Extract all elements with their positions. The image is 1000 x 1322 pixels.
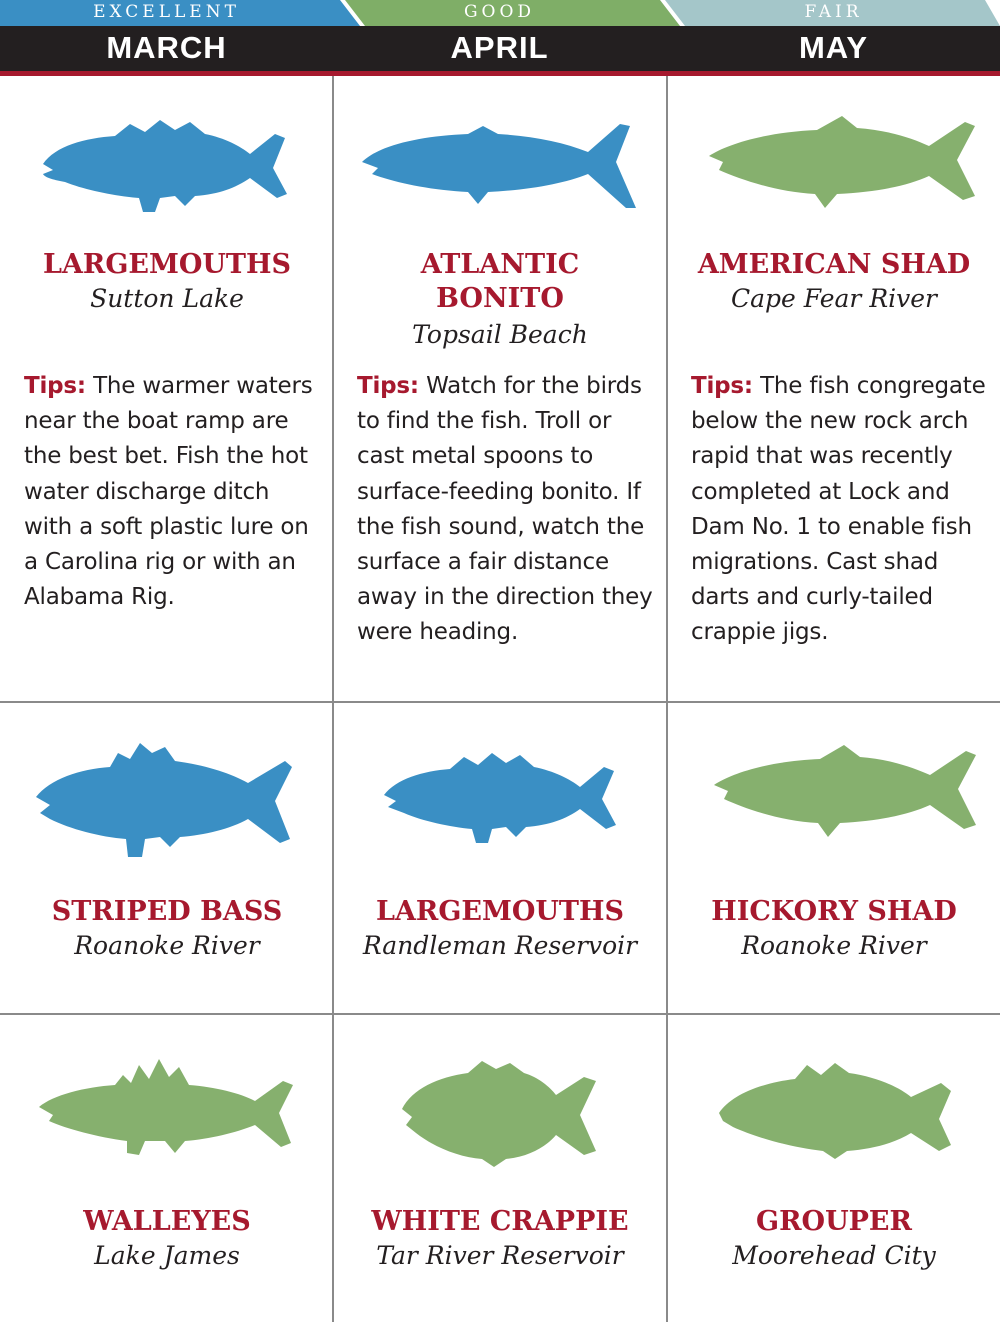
- species-name: GROUPER: [756, 1206, 912, 1237]
- species-name: HICKORY SHAD: [711, 896, 957, 927]
- rating-good-label: GOOD: [463, 2, 536, 22]
- fish-grid: [0, 76, 1000, 1322]
- tips-body: Watch for the birds to find the fish. Troll or cast metal spoons to surface-feeding bonito. If the fish sound, watch the surface a fair distance away in the direction they were heading.: [357, 373, 653, 646]
- species-location: Sutton Lake: [90, 284, 244, 313]
- month-march: MARCH: [106, 30, 227, 65]
- rating-excellent-label: EXCELLENT: [93, 2, 240, 22]
- species-location: Tar River Reservoir: [376, 1241, 624, 1270]
- shad-icon: [707, 114, 977, 209]
- species-name: STRIPED BASS: [51, 896, 283, 927]
- month-may: MAY: [798, 30, 869, 65]
- species-location: Randleman Reservoir: [362, 931, 638, 960]
- species-location: Roanoke River: [74, 931, 260, 960]
- largemouth-bass-icon: [378, 751, 623, 846]
- fish-cell-may-row2: [667, 703, 1000, 1013]
- tips-label: Tips:: [357, 373, 419, 399]
- tips-text: [24, 369, 320, 615]
- fish-cell-april-row2: [333, 703, 667, 1013]
- tips-text: [691, 369, 987, 651]
- tips-label: Tips:: [24, 373, 86, 399]
- fish-cell-march-row3: [0, 1015, 334, 1322]
- fish-cell-april-row3: [333, 1015, 667, 1322]
- species-location: Topsail Beach: [412, 320, 588, 349]
- bonito-icon: [358, 122, 643, 212]
- striped-bass-icon: [30, 739, 295, 859]
- species-name: LARGEMOUTHS: [42, 249, 292, 280]
- walleye-icon: [35, 1057, 295, 1157]
- fish-cell-march-row2: [0, 703, 334, 1013]
- species-name: LARGEMOUTHS: [375, 896, 625, 927]
- rating-ribbon: [0, 0, 1000, 26]
- tips-body: The warmer waters near the boat ramp are the best bet. Fish the hot water discharge ditch with a soft plastic lure on a Carolina rig or with an Alabama Rig.: [24, 373, 313, 611]
- month-bar: [0, 26, 1000, 71]
- crappie-icon: [398, 1059, 603, 1169]
- species-name: ATLANTIC: [420, 249, 580, 280]
- species-name-line2: BONITO: [436, 283, 564, 314]
- month-april: APRIL: [450, 30, 549, 65]
- fish-cell-april-row1: [333, 76, 667, 701]
- tips-body: The fish congregate below the new rock arch rapid that was recently completed at Lock and Dam No. 1 to enable fish migrations. Cast shad darts and curly-tailed crappie jigs.: [691, 373, 986, 646]
- species-name: AMERICAN SHAD: [697, 249, 971, 280]
- rating-fair-label: FAIR: [804, 2, 863, 22]
- grouper-icon: [715, 1061, 955, 1161]
- species-location: Lake James: [94, 1241, 240, 1270]
- fish-cell-may-row1: [667, 76, 1000, 701]
- species-location: Moorehead City: [732, 1241, 936, 1270]
- tips-label: Tips:: [691, 373, 753, 399]
- species-location: Roanoke River: [741, 931, 927, 960]
- species-location: Cape Fear River: [730, 284, 938, 313]
- fish-cell-may-row3: [667, 1015, 1000, 1322]
- species-name: WALLEYES: [83, 1206, 251, 1237]
- largemouth-bass-icon: [35, 116, 295, 216]
- species-name: WHITE CRAPPIE: [371, 1206, 629, 1237]
- shad-icon: [712, 743, 977, 838]
- tips-text: [357, 369, 653, 651]
- fish-cell-march-row1: [0, 76, 334, 701]
